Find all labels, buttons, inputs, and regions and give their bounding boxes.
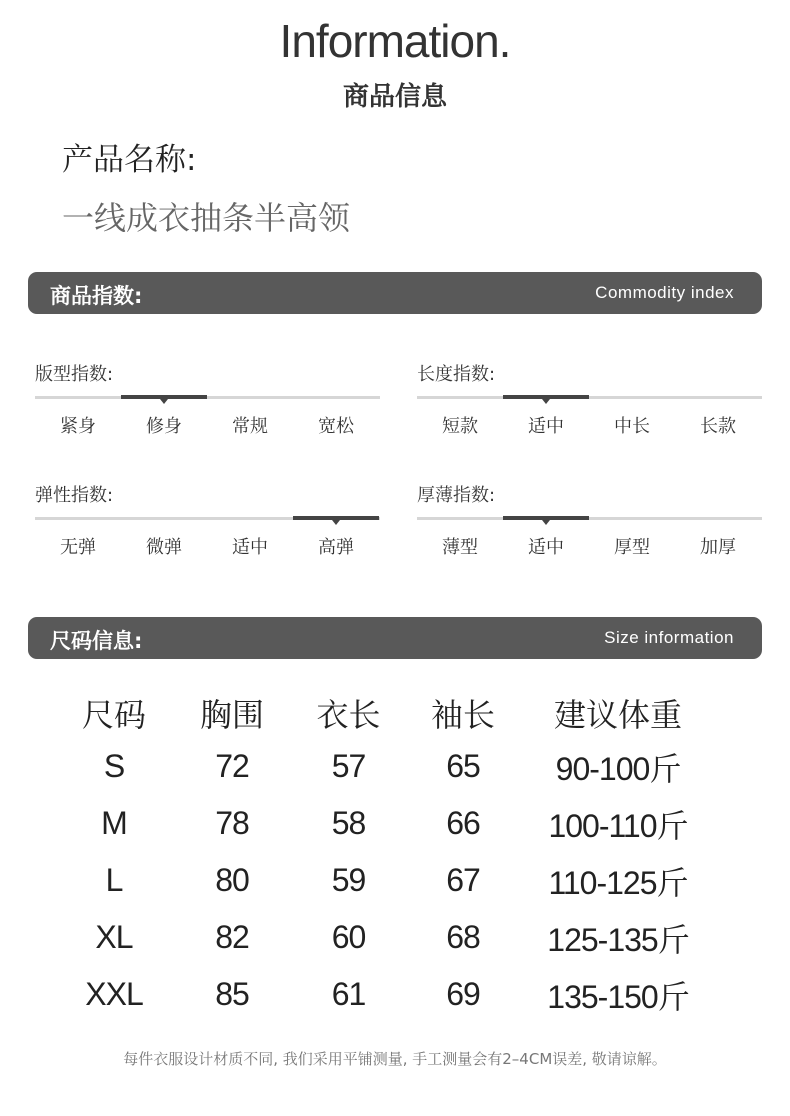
index-selected-marker [503, 395, 589, 399]
size-info-label: 尺码信息: [50, 629, 143, 653]
weight-col-header: 建议体重 [553, 696, 682, 734]
index-option: 适中 [232, 537, 268, 558]
table-cell: 80 [215, 862, 249, 898]
index-option: 微弹 [146, 537, 182, 558]
table-cell: 57 [331, 748, 366, 784]
table-cell: S [103, 748, 125, 784]
table-row [55, 966, 716, 1023]
index-option: 紧身 [60, 416, 96, 437]
table-cell: 72 [215, 748, 249, 784]
product-name-label: 产品名称: [62, 142, 197, 178]
table-cell: XL [95, 919, 133, 955]
size-info-bar [28, 617, 762, 659]
table-row [55, 852, 716, 909]
table-cell: 66 [446, 805, 480, 841]
table-cell: 68 [446, 919, 480, 955]
index-option: 宽松 [318, 416, 354, 437]
index-title: 弹性指数: [35, 485, 114, 506]
index-track [417, 396, 762, 399]
table-cell: 60 [331, 919, 366, 955]
table-cell: 59 [331, 862, 366, 898]
table-cell: 85 [215, 976, 249, 1012]
index-option: 短款 [442, 416, 478, 437]
index-track [417, 517, 762, 520]
thickness-index [417, 481, 762, 561]
page-title-cn: 商品信息 [342, 82, 447, 112]
index-option: 无弹 [60, 537, 96, 558]
index-track [35, 396, 380, 399]
index-title: 长度指数: [417, 364, 496, 385]
table-cell: 69 [446, 976, 480, 1012]
index-option: 加厚 [700, 537, 736, 558]
table-row [55, 795, 716, 852]
chest-col-header: 胸围 [199, 696, 264, 734]
commodity-index-label: 商品指数: [50, 284, 143, 308]
size-col-header: 尺码 [81, 696, 146, 734]
size-info-label-en: Size information [604, 628, 734, 647]
size-table [55, 688, 716, 1023]
elasticity-index [35, 481, 380, 561]
index-title: 厚薄指数: [417, 485, 496, 506]
table-cell: 100-110斤 [548, 807, 688, 844]
table-cell: 135-150斤 [547, 978, 689, 1015]
fit-index [35, 360, 380, 440]
index-option: 修身 [146, 416, 182, 437]
index-option: 适中 [528, 416, 564, 437]
index-selected-marker [503, 516, 589, 520]
table-row [55, 738, 716, 795]
product-name-value: 一线成衣抽条半高领 [62, 199, 351, 237]
table-cell: 78 [215, 805, 249, 841]
table-row [55, 909, 716, 966]
index-option: 长款 [700, 416, 736, 437]
index-title: 版型指数: [35, 364, 114, 385]
length-col-header: 衣长 [316, 696, 381, 734]
index-option: 厚型 [614, 537, 650, 558]
table-cell: 110-125斤 [548, 864, 688, 901]
size-table-header-row [55, 688, 716, 738]
length-index [417, 360, 762, 440]
index-option: 薄型 [442, 537, 478, 558]
index-option: 高弹 [318, 537, 354, 558]
commodity-index-bar [28, 272, 762, 314]
table-cell: 58 [331, 805, 366, 841]
table-cell: 125-135斤 [547, 921, 689, 958]
table-cell: 82 [215, 919, 249, 955]
table-cell: 61 [331, 976, 366, 1012]
table-cell: M [101, 805, 127, 841]
table-cell: L [105, 862, 123, 898]
index-option: 适中 [528, 537, 564, 558]
page-title-en: Information. [279, 15, 511, 67]
index-option: 常规 [232, 416, 268, 437]
measurement-note: 每件衣服设计材质不同, 我们采用平铺测量, 手工测量会有2–4CM误差, 敬请谅解。 [123, 1050, 667, 1068]
table-cell: XXL [85, 976, 143, 1012]
table-cell: 90-100斤 [555, 750, 681, 787]
index-selected-marker [293, 516, 379, 520]
index-option: 中长 [614, 416, 650, 437]
commodity-index-label-en: Commodity index [595, 283, 734, 302]
index-selected-marker [121, 395, 207, 399]
sleeve-col-header: 袖长 [430, 696, 495, 734]
table-cell: 65 [446, 748, 480, 784]
table-cell: 67 [446, 862, 480, 898]
